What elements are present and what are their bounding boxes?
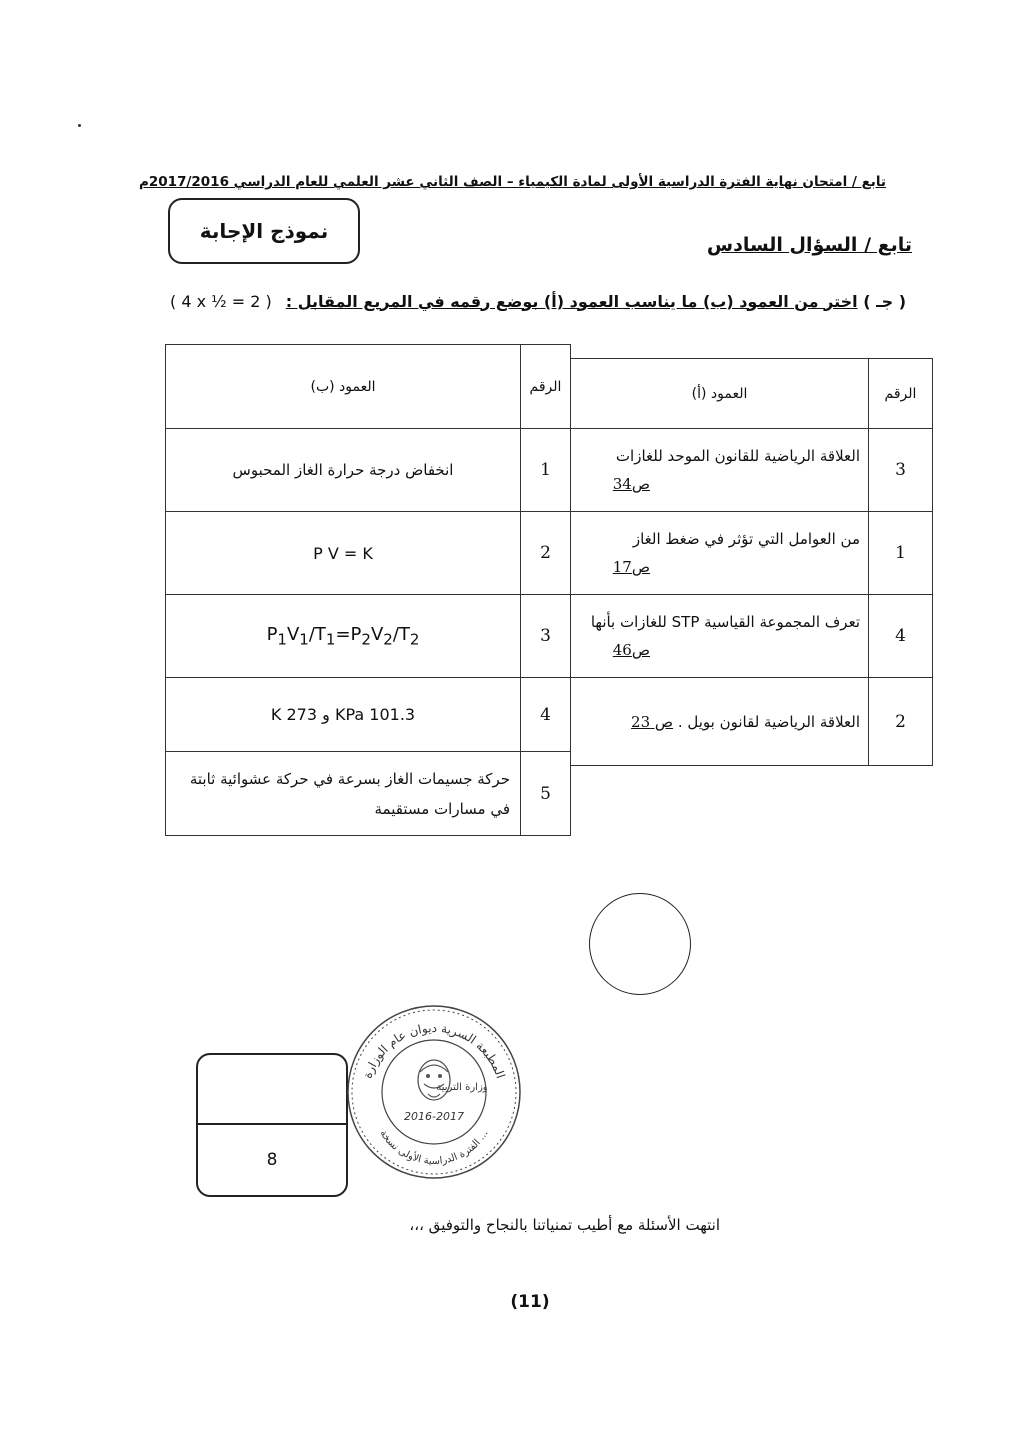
score-value: 8 <box>266 1150 278 1170</box>
column-a-cell <box>571 595 869 678</box>
seal-bottom-text: الفترة الدراسية الأولى نسخة ... <box>377 1128 491 1168</box>
formula-combined-gas-law: $P_1V_1/T_1=P_2V_2/T_2$ <box>166 595 521 678</box>
page-ref: ص46 <box>612 641 650 659</box>
column-b-text: 101.3 KPa و 273 K <box>166 678 521 752</box>
table-row <box>571 359 933 429</box>
column-a-num-header: الرقم <box>869 359 933 429</box>
answer-box[interactable]: 4 <box>869 595 933 678</box>
page-number: (11) <box>510 1292 550 1312</box>
page-ref: ص34 <box>612 475 650 493</box>
table-row <box>571 429 933 512</box>
instruction-part <box>286 292 906 311</box>
instruction-label: ( جـ ) <box>863 291 906 311</box>
instruction-row <box>170 284 906 318</box>
column-b-num-header: الرقم <box>521 345 571 429</box>
score-box <box>196 1053 348 1197</box>
answer-box[interactable]: 2 <box>869 678 933 766</box>
answer-box[interactable]: 1 <box>869 512 933 595</box>
seal-outer-text: المطبعة السرية ديوان عام الوزارة <box>360 1020 508 1081</box>
table-row <box>166 752 571 836</box>
column-b-num: 5 <box>521 752 571 836</box>
score-box-top <box>198 1055 346 1125</box>
page-ref: ص 23 <box>631 712 674 731</box>
column-b-header: العمود (ب) <box>166 345 521 429</box>
table-row <box>166 678 571 752</box>
column-b-num: 3 <box>521 595 571 678</box>
column-a-cell <box>571 429 869 512</box>
exam-header: تابع / امتحان نهاية الفترة الدراسية الأولى لمادة الكيمياء – الصف الثاني عشر العلمي للعام الدراسي 2017/2016م <box>138 174 886 190</box>
column-a-text: العلاقة الرياضية للقانون الموحد للغازات <box>615 447 860 465</box>
answer-box[interactable]: 3 <box>869 429 933 512</box>
seal-ministry-text: وزارة التربية <box>436 1082 488 1093</box>
column-b-text: حركة جسيمات الغاز بسرعة في حركة عشوائية ثابتة في مسارات مستقيمة <box>166 752 521 836</box>
table-row <box>166 345 571 429</box>
seal-years: 2016-2017 <box>404 1110 464 1123</box>
table-row <box>166 595 571 678</box>
closing-text: انتهت الأسئلة مع أطيب تمنياتنا بالنجاح والتوفيق ،،، <box>409 1216 720 1234</box>
table-row <box>571 512 933 595</box>
empty-circle <box>589 893 691 995</box>
answer-model-box <box>168 198 360 264</box>
seal-emblem-icon <box>418 1060 450 1100</box>
scan-speck <box>78 124 81 127</box>
column-b-text: P V = K <box>166 512 521 595</box>
question-title: تابع / السؤال السادس <box>706 234 912 256</box>
column-a-text: من العوامل التي تؤثر في ضغط الغاز <box>632 530 860 548</box>
column-a-header: العمود (أ) <box>571 359 869 429</box>
column-b-text: انخفاض درجة حرارة الغاز المحبوس <box>166 429 521 512</box>
column-a-text: العلاقة الرياضية لقانون بويل . <box>677 712 860 731</box>
column-b-num: 4 <box>521 678 571 752</box>
column-b-num: 1 <box>521 429 571 512</box>
page-ref: ص17 <box>612 558 650 576</box>
column-a-cell <box>571 512 869 595</box>
column-a-table <box>570 358 933 766</box>
column-a-cell <box>571 678 869 766</box>
table-row <box>166 512 571 595</box>
column-b-num: 2 <box>521 512 571 595</box>
table-row <box>571 595 933 678</box>
column-b-table <box>165 344 571 836</box>
column-a-text: تعرف المجموعة القياسية STP للغازات بأنها <box>590 613 860 631</box>
marks: ( 4 x ½ = 2 ) <box>170 291 272 311</box>
official-seal <box>344 1002 524 1182</box>
answer-model-label: نموذج الإجابة <box>199 219 329 243</box>
table-row <box>166 429 571 512</box>
table-row <box>571 678 933 766</box>
instruction-text: اختر من العمود (ب) ما يناسب العمود (أ) بوضع رقمه في المربع المقابل : <box>285 291 858 311</box>
